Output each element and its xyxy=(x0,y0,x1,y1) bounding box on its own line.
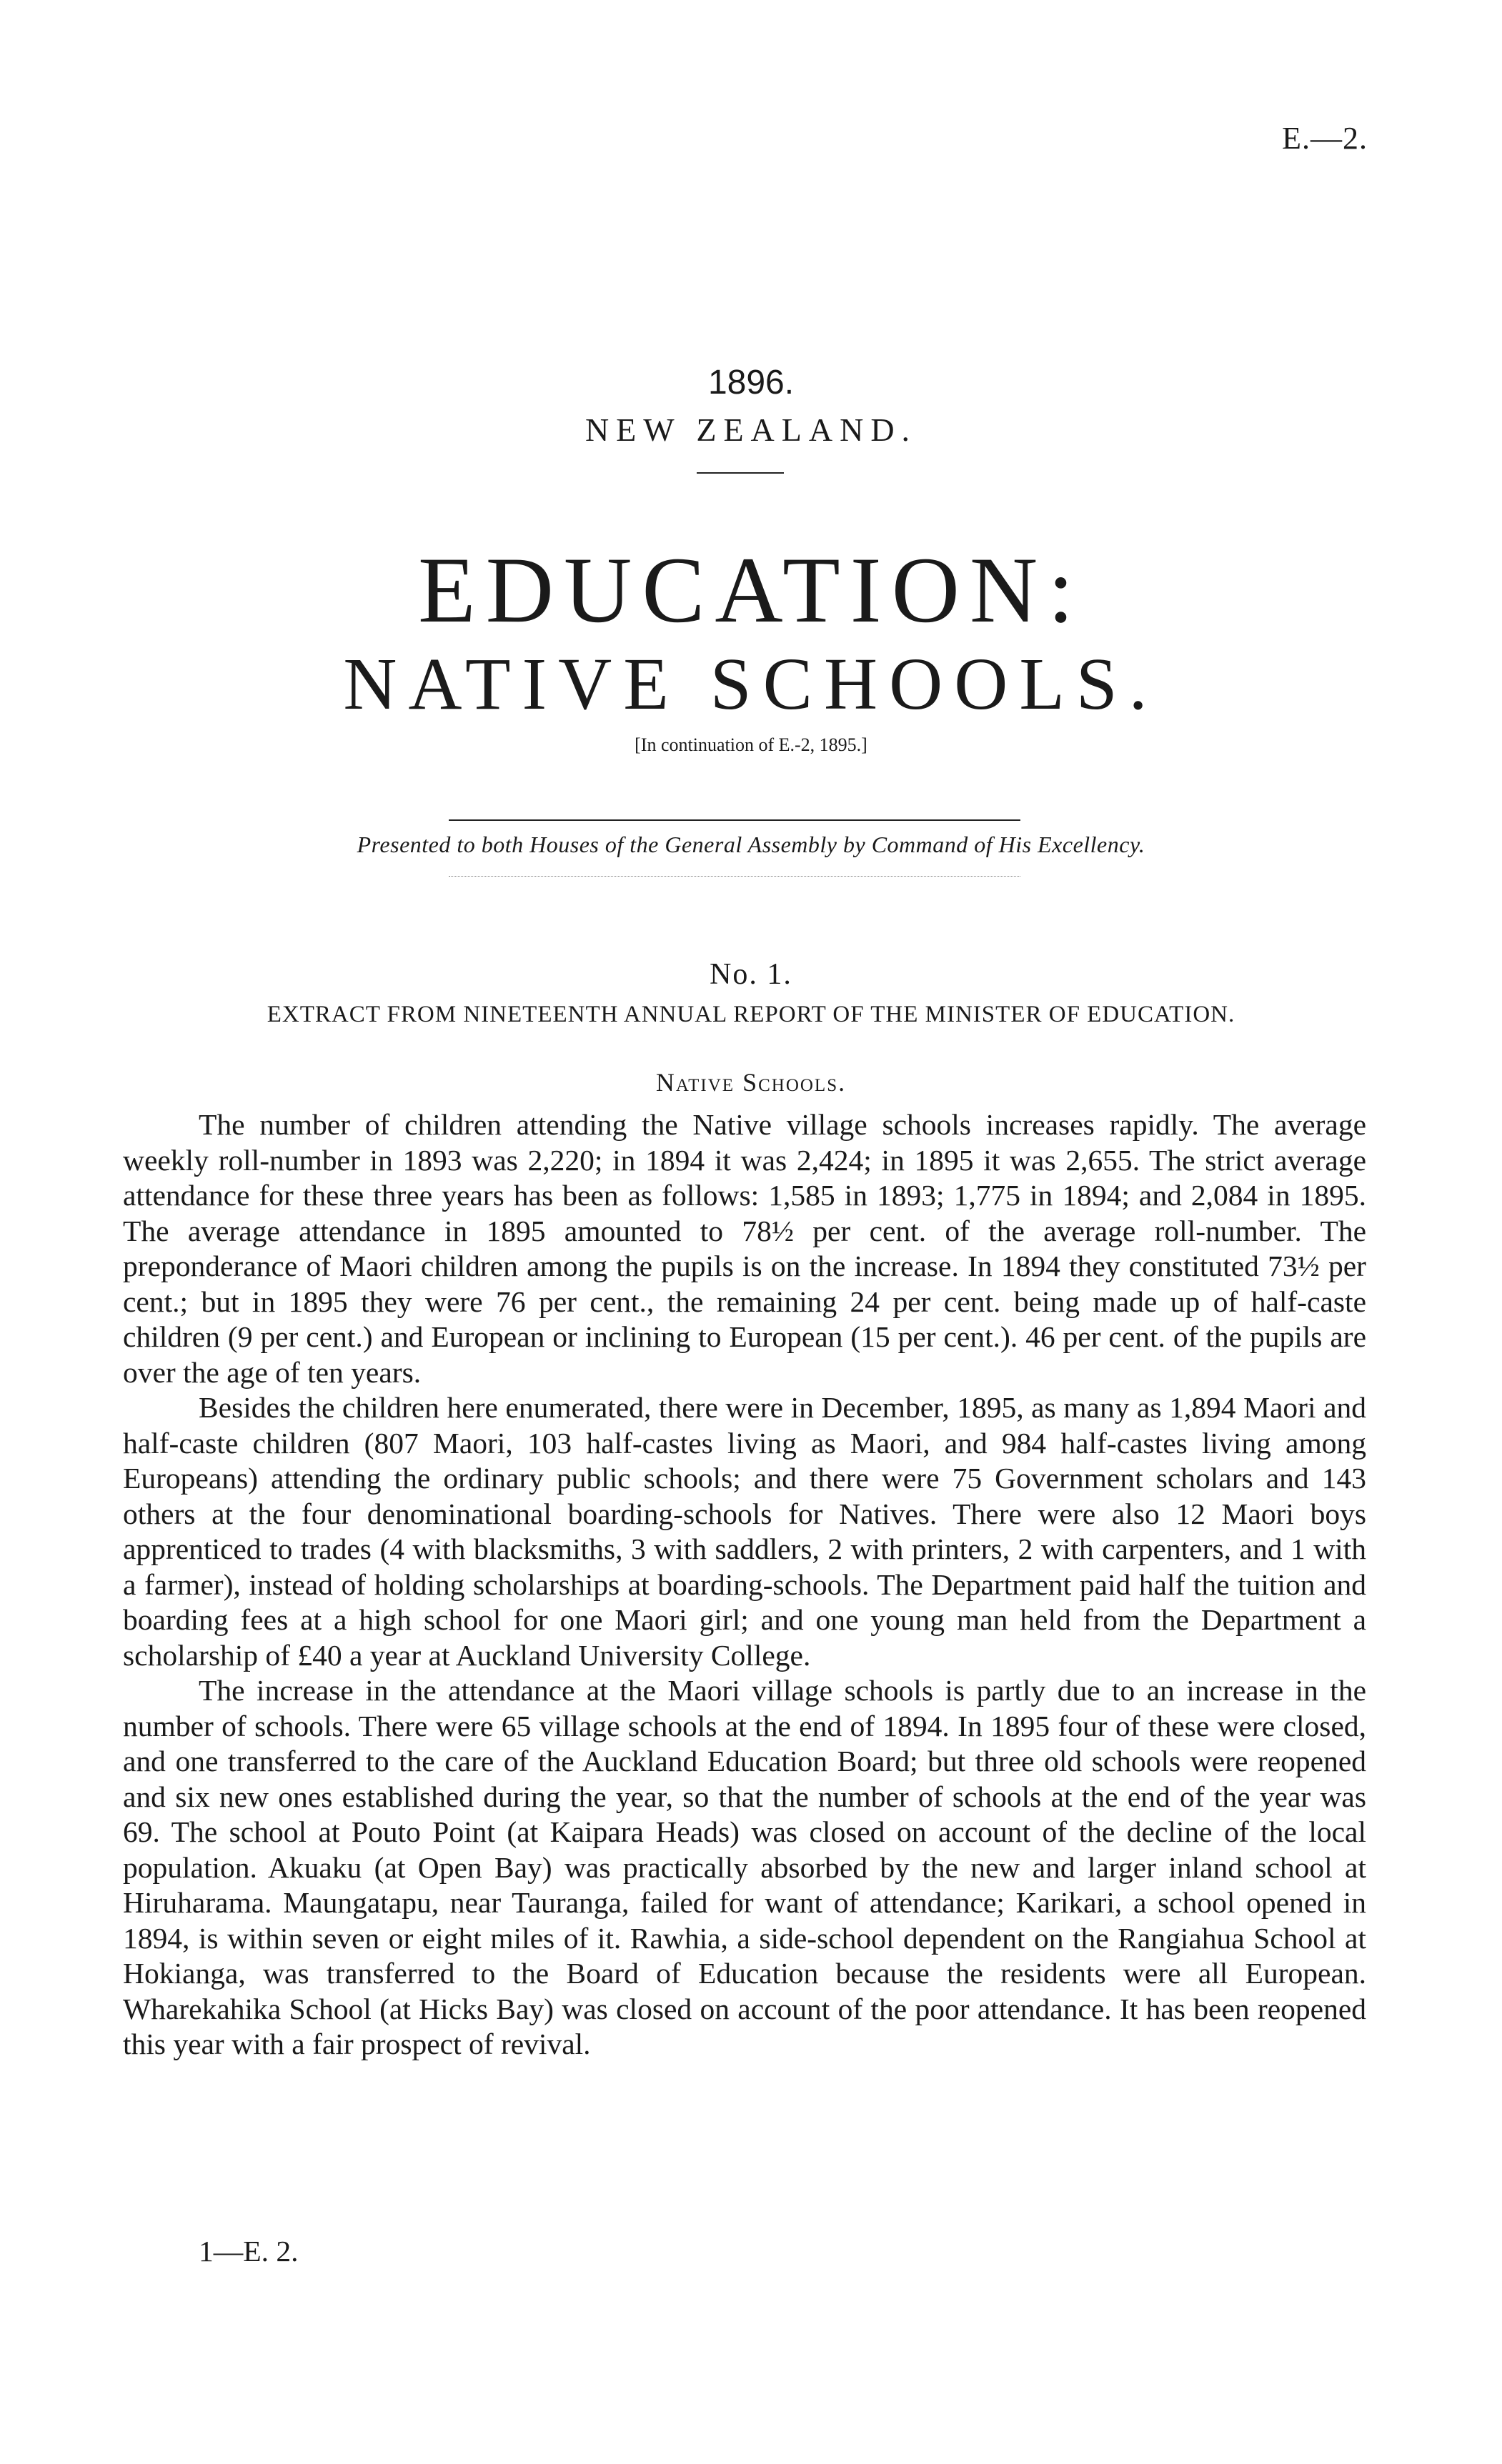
document-heading: EXTRACT FROM NINETEENTH ANNUAL REPORT OF THE MINISTER OF EDUCATION. xyxy=(267,1002,1235,1027)
signature-mark: 1—E. 2. xyxy=(199,2235,299,2268)
body-text xyxy=(123,1107,1366,2063)
document-number: No. 1. xyxy=(710,958,792,991)
page-title: EDUCATION: xyxy=(418,537,1084,642)
paragraph: The increase in the attendance at the Maori village schools is partly due to an increase in the number of schools. There were 65 village schools at the end of 1894. In 1895 four of these were closed, and one transferred to the care of the Auckland Education Board; but three old schools were reopened and six new ones established during the year, so that the number of schools at the end of the year was 69. The school at Pouto Point (at Kaipara Heads) was closed on account of the decline of the local population. Akuaku (at Open Bay) was practically absorbed by the new and larger inland school at Hiruharama. Maungatapu, near Tauranga, failed for want of attendance; Karikari, a school opened in 1894, is within seven or eight miles of it. Rawhia, a side-school dependent on the Rangiahua School at Hokianga, was transferred to the Board of Education because the residents were all European. Wharekahika School (at Hicks Bay) was closed on account of the poor attendance. It has been reopened this year with a fair prospect of revival. xyxy=(123,1674,1366,2060)
page-reference: E.—2. xyxy=(1282,121,1368,156)
paragraph: Besides the children here enumerated, there were in December, 1895, as many as 1,894 Maori and half-caste children (807 Maori, 103 half-castes living as Maori, and 984 half-castes living among Europeans) attending the ordinary public schools; and there were 75 Government scholars and 143 others at the four denominational boarding-schools for Natives. There were also 12 Maori boys apprenticed to trades (4 with blacksmiths, 3 with saddlers, 2 with printers, 2 with carpenters, and 1 with a farmer), instead of holding scholarships at boarding-schools. The Department paid half the tuition and boarding fees at a high school for one Maori girl; and one young man held from the Department a scholarship of £40 a year at Auckland University College. xyxy=(123,1391,1366,1672)
report-year: 1896. xyxy=(707,364,795,401)
section-title: Native Schools. xyxy=(655,1068,847,1097)
country-name: NEW ZEALAND. xyxy=(585,412,917,448)
short-divider xyxy=(697,472,784,474)
presentation-rule-top xyxy=(449,819,1020,821)
presentation-rule-bottom xyxy=(449,876,1020,877)
presentation-line: Presented to both Houses of the General Assembly by Command of His Excellency. xyxy=(357,832,1145,857)
paragraph: The number of children attending the Native village schools increases rapidly. The average weekly roll-number in 1893 was 2,220; in 1894 it was 2,424; in 1895 it was 2,655. The strict average attendance for these three years has been as follows: 1,585 in 1893; 1,775 in 1894; and 2,084 in 1895. The average attendance in 1895 amounted to 78½ per cent. of the average roll-number. The preponderance of Maori children among the pupils is on the increase. In 1894 they constituted 73½ per cent.; but in 1895 they were 76 per cent., the remaining 24 per cent. being made up of half-caste children (9 per cent.) and European or inclining to European (15 per cent.). 46 per cent. of the pupils are over the age of ten years. xyxy=(123,1108,1366,1389)
page-subtitle: NATIVE SCHOOLS. xyxy=(343,643,1159,725)
continuation-note: [In continuation of E.-2, 1895.] xyxy=(635,734,867,755)
